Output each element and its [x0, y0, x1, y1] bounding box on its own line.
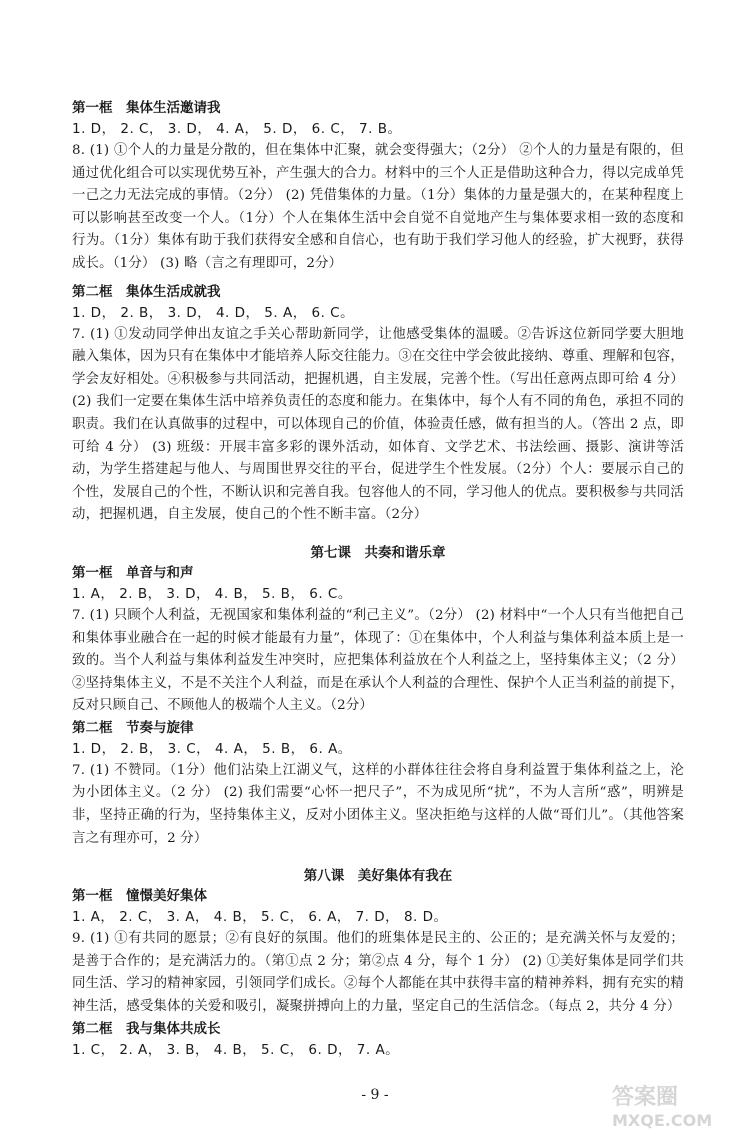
- section-title: 第一框 集体生活邀请我: [72, 100, 221, 116]
- section-title: 第一框 憧憬美好集体: [72, 888, 207, 905]
- page-number: - 9 -: [361, 1087, 389, 1103]
- lesson-title: 第八课 美好集体有我在: [303, 868, 453, 885]
- answer-paragraph: 8. (1) ①个人的力量是分散的，但在集体中汇聚，就会变得强大；（2分） ②个人的力量是有限的，但通过优化组合可以实现优势互补，产生强大的合力。材料中的三个人正是借助这种合力，得以完成单凭一己之力无法完成的事情。（2分） (2) 凭借集体的力量。（1分）集体的力量是强大的，在某种程度上可以影响甚至改变一个人。（1分）个人在集体生活中会自觉不自觉地产生与集体要求相一致的态度和行为。（1分）集体有助于我们获得安全感和自信心，也有助于我们学习他人的经验，扩大视野，获得成长。（1分） (3) 略（言之有理即可，2分）: [72, 143, 684, 271]
- answer-line: 1. D， 2. C， 3. D， 4. A， 5. D， 6. C， 7. B。: [72, 121, 402, 137]
- section-title: 第二框 集体生活成就我: [72, 283, 221, 300]
- lesson-title: 第七课 共奏和谐乐章: [310, 544, 446, 561]
- watermark-logo: [612, 1080, 742, 1130]
- answer-paragraph: 7. (1) ①发动同学伸出友谊之手关心帮助新同学，让他感受集体的温暖。②告诉这位新同学要大胆地融入集体，因为只有在集体中才能培养人际交往能力。③在交往中学会彼此接纳、尊重、理解和包容，学会友好相处。④积极参与共同活动，把握机遇，自主发展，完善个性。（写出任意两点即可给 4 分） (2) 我们一定要在集体生活中培养负责任的态度和能力。在集体中，每个人有不同的角色，承担不同的职责。我们在认真做事的过程中，可以体现自己的价值，体验责任感，做有担当的人。（答出 2 点，即可给 4 分） (3) 班级：开展丰富多彩的课外活动，如体育、文学艺术、书法绘画、摄影、演讲等活动，为学生搭建起与他人、与周围世界交往的平台，促进学生个性发展。（2分）个人：要展示自己的个性，发展自己的个性，不断认识和完善自我。包容他人的不同，学习他人的优点。要积极参与共同活动，把握机遇，自主发展，使自己的个性不断丰富。（2分）: [72, 326, 684, 523]
- answer-line: 1. A， 2. B， 3. D， 4. B， 5. B， 6. C。: [72, 585, 352, 602]
- answer-line: 1. C， 2. A， 3. B， 4. B， 5. C， 6. D， 7. A。: [72, 1041, 400, 1058]
- section-title: 第二框 节奏与旋律: [72, 719, 194, 736]
- answer-line: 1. D， 2. B， 3. C， 4. A， 5. B， 6. A。: [72, 740, 352, 757]
- section-title: 第一框 单音与和声: [72, 564, 194, 581]
- watermark-text-cn: 答案圈: [612, 1085, 679, 1110]
- answer-paragraph: 7. (1) 不赞同。（1分）他们沾染上江湖义气，这样的小群体往往会将自身利益置于集体利益之上，沦为小团体主义。（2 分） (2) 我们需要“心怀一把尺子”，不为成见所“扰”，不为人言所“惑”，明辨是非，坚持正确的行为，坚持集体主义，反对小团体主义。坚决拒绝与这样的人做“哥们儿”。（其他答案言之有理亦可，2 分）: [72, 762, 684, 846]
- answer-line: 1. D， 2. B， 3. D， 4. D， 5. A， 6. C。: [72, 304, 355, 321]
- answer-paragraph: 9. (1) ①有共同的愿景；②有良好的氛围。他们的班集体是民主的、公正的；是充满关怀与友爱的；是善于合作的；是充满活力的。（第①点 2 分；第②点 4 分，每个 1 分） (2) ①美好集体是同学们共同生活、学习的精神家园，引领同学们成长。②每个人都能在其中获得丰富的精神养料，拥有充实的精神生活，感受集体的关爱和吸引，凝聚拼搏向上的力量，坚定自己的生活信念。（每点 2，共分 4 分）: [72, 931, 684, 1015]
- answer-paragraph: 7. (1) 只顾个人利益，无视国家和集体利益的“利己主义”。（2分） (2) 材料中“一个人只有当他把自己和集体事业融合在一起的时候才能最有力量”，体现了：①在集体中，个人利益与集体利益本质上是一致的。当个人利益与集体利益发生冲突时，应把集体利益放在个人利益之上，坚持集体主义；（2 分）②坚持集体主义，不是不关注个人利益，而是在承认个人利益的合理性、保护个人正当利益的前提下，反对只顾自己、不顾他人的极端个人主义。（2分）: [72, 607, 684, 714]
- answer-line: 1. A， 2. C， 3. A， 4. B， 5. C， 6. A， 7. D， 8. D。: [72, 909, 448, 926]
- answer-page: [72, 98, 684, 1061]
- section-title: 第二框 我与集体共成长: [72, 1020, 221, 1037]
- watermark-text-en: MXQE.COM: [612, 1111, 713, 1130]
